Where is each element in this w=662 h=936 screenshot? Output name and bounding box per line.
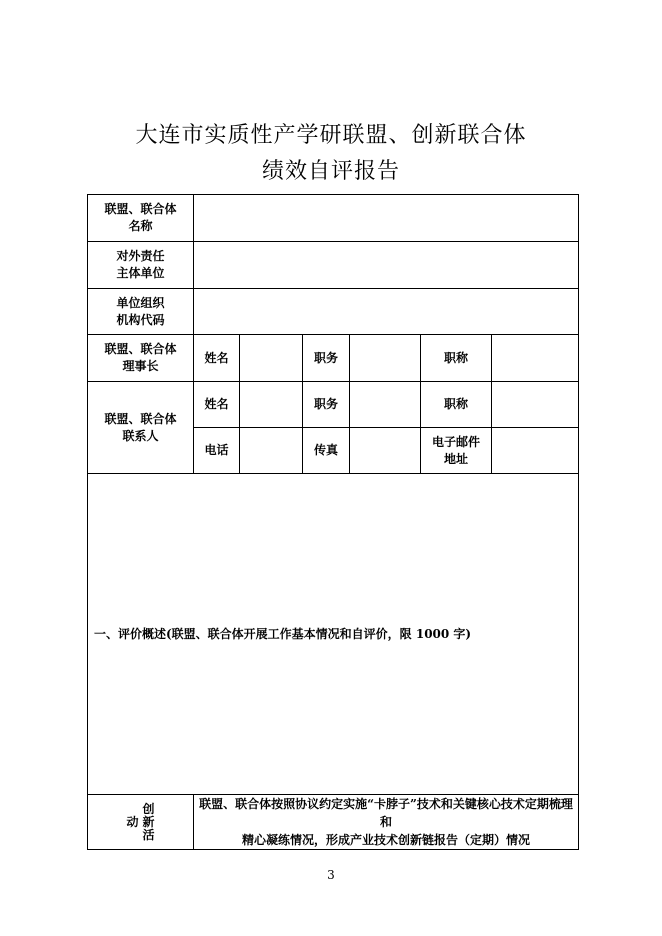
evaluation-overview-heading: 一、评价概述(联盟、联合体开展工作基本情况和自评价，限 1000 字) [94,626,472,641]
chairman-name-label: 姓名 [194,335,240,382]
page-number: 3 [327,868,335,882]
row-alliance-name [88,195,579,242]
contact-position-field[interactable] [350,382,421,428]
side-label-column [143,803,155,842]
chairman-label: 联盟、联合体 理事长 [88,335,194,382]
row-evaluation-overview [88,474,579,795]
report-title-line2: 绩效自评报告 [261,159,400,184]
contact-name-field[interactable] [240,382,303,428]
responsible-unit-label: 对外责任 主体单位 [88,242,194,289]
alliance-name-label: 联盟、联合体 名称 [88,195,194,242]
innovation-description-cell [194,795,579,850]
side-label-char-chuang: 创 [142,801,155,816]
row-innovation-activity [88,795,579,850]
side-label-char-dong: 动 [126,814,139,829]
chairman-position-field[interactable] [350,335,421,382]
contact-title-field[interactable] [492,382,579,428]
chairman-title-field[interactable] [492,335,579,382]
responsible-unit-field[interactable] [194,242,579,289]
row-org-code [88,289,579,335]
evaluation-form-table [87,194,579,850]
contact-fax-field[interactable] [350,428,421,474]
chairman-title-label: 职称 [421,335,492,382]
contact-email-field[interactable] [492,428,579,474]
alliance-name-field[interactable] [194,195,579,242]
side-label-char-xin: 新 [142,814,155,829]
contact-fax-label: 传真 [303,428,350,474]
contact-phone-field[interactable] [240,428,303,474]
org-code-field[interactable] [194,289,579,335]
row-contact-1 [88,382,579,428]
contact-phone-label: 电话 [194,428,240,474]
side-label-char-huo: 活 [142,827,155,842]
evaluation-overview-cell[interactable] [88,474,579,795]
report-title-line1: 大连市实质性产学研联盟、创新联合体 [135,123,527,148]
row-chairman [88,335,579,382]
chairman-name-field[interactable] [240,335,303,382]
contact-title-label: 职称 [421,382,492,428]
innovation-side-label [88,795,194,850]
innovation-description-line2: 精心凝练情况，形成产业技术创新链报告（定期）情况 [242,833,531,847]
row-responsible-unit [88,242,579,289]
innovation-description-line1: 联盟、联合体按照协议约定实施“卡脖子”技术和关键核心技术定期梳理和 [199,797,573,829]
contact-email-label: 电子邮件 地址 [421,428,492,474]
contact-name-label: 姓名 [194,382,240,428]
chairman-position-label: 职务 [303,335,350,382]
contact-label: 联盟、联合体 联系人 [88,382,194,474]
org-code-label: 单位组织 机构代码 [88,289,194,335]
contact-position-label: 职务 [303,382,350,428]
